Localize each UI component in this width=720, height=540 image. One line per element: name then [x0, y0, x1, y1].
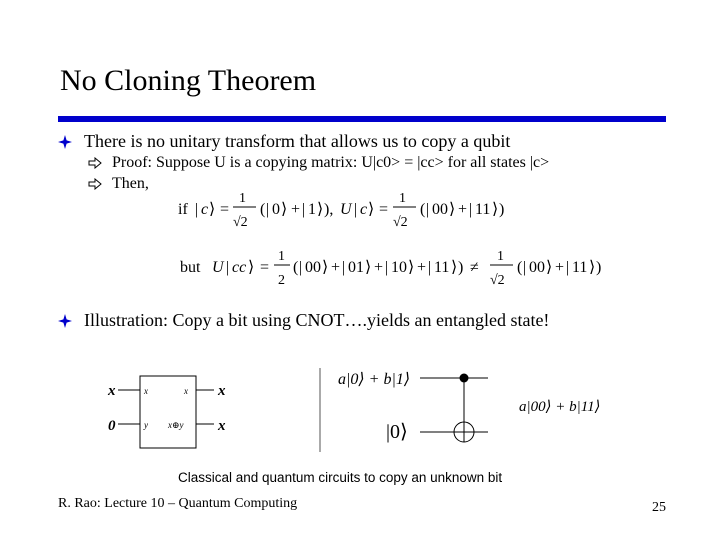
eq-cc: cc	[232, 259, 247, 276]
eq-frac1-den: √2	[233, 215, 248, 230]
eq-rparen-comma: ),	[324, 201, 334, 218]
equations	[170, 186, 650, 296]
eq-lparen: (	[517, 259, 523, 276]
slide-title: No Cloning Theorem	[60, 64, 317, 97]
figure-caption: Classical and quantum circuits to copy an unknown bit	[178, 470, 503, 485]
classical-output-top: x	[218, 383, 226, 399]
eq-rangle: ⟩	[365, 259, 372, 276]
eq-rangle: ⟩	[492, 201, 499, 218]
eq-rparen: )	[499, 201, 505, 218]
eq-frac3-den: √2	[490, 273, 505, 288]
eq-neq: ≠	[470, 259, 479, 276]
eq-rangle: ⟩	[322, 259, 329, 276]
eq-rangle: ⟩	[546, 259, 553, 276]
eq-frac1-num: 1	[239, 191, 246, 206]
eq-rangle: ⟩	[209, 201, 216, 218]
eq-plus: +	[331, 259, 341, 276]
eq-l2-ket10: 10	[391, 259, 407, 276]
eq-ket11: 11	[475, 201, 491, 218]
eq-rangle: ⟩	[589, 259, 596, 276]
title-underline	[58, 116, 666, 122]
eq-rangle: ⟩	[451, 259, 458, 276]
eq-plus: +	[458, 201, 468, 218]
eq-bar: |	[342, 259, 346, 276]
eq-l2-ket11: 11	[434, 259, 450, 276]
eq-u2: U	[212, 259, 224, 276]
eq-bar: |	[354, 201, 358, 218]
quantum-input-top: a|0⟩ + b|1⟩	[338, 371, 411, 388]
eq-rangle: ⟩	[317, 201, 324, 218]
eq-rangle: ⟩	[408, 259, 415, 276]
eq-if-label: if	[178, 201, 188, 218]
eq-bar: |	[523, 259, 527, 276]
eq-equals: =	[220, 201, 230, 218]
eq-bar: |	[385, 259, 389, 276]
eq-plus: +	[374, 259, 384, 276]
eq-rangle: ⟩	[368, 201, 375, 218]
eq-equals: =	[260, 259, 270, 276]
gate-top-out: x	[184, 386, 188, 396]
bullet-1	[58, 131, 510, 152]
page-number: 25	[652, 500, 666, 515]
eq-plus: +	[291, 201, 301, 218]
eq-lparen: (	[260, 201, 266, 218]
eq-bar: |	[428, 259, 432, 276]
classical-output-bottom: x	[218, 418, 226, 434]
bullet-2-text: Illustration: Copy a bit using CNOT….yields an entangled state!	[84, 310, 550, 330]
sub-bullet-then-text: Then,	[112, 175, 149, 192]
eq-ket1: 1	[308, 201, 316, 218]
eq-ket00: 00	[432, 201, 448, 218]
hollow-arrow-icon	[88, 157, 102, 169]
eq-lparen: (	[420, 201, 426, 218]
gate-top-in: x	[144, 386, 148, 396]
footer-text: R. Rao: Lecture 10 – Quantum Computing	[58, 496, 298, 511]
eq-rangle: ⟩	[248, 259, 255, 276]
sub-bullet-proof	[88, 154, 549, 172]
eq-plus: +	[555, 259, 565, 276]
eq-bar: |	[226, 259, 230, 276]
eq-half-num: 1	[278, 249, 285, 264]
classical-input-bottom: 0	[108, 418, 116, 434]
eq-bar: |	[469, 201, 473, 218]
eq-rangle: ⟩	[281, 201, 288, 218]
eq-bar: |	[302, 201, 306, 218]
eq-c: c	[201, 201, 209, 218]
gate-bottom-in: y	[144, 420, 148, 430]
quantum-output: a|00⟩ + b|11⟩	[519, 399, 601, 415]
eq-bar: |	[266, 201, 270, 218]
eq-rparen: )	[596, 259, 602, 276]
eq-plus: +	[417, 259, 427, 276]
eq-l2-ket00b: 00	[529, 259, 545, 276]
bullet-2	[58, 310, 549, 331]
eq-half-den: 2	[278, 273, 285, 288]
eq-equals: =	[379, 201, 389, 218]
gate-bottom-out: x⊕y	[168, 420, 184, 430]
quantum-circuit	[312, 362, 602, 462]
classical-input-top: x	[108, 383, 116, 399]
eq-but-label: but	[180, 259, 201, 276]
eq-bar: |	[299, 259, 303, 276]
classical-circuit	[100, 364, 250, 464]
eq-bar: |	[566, 259, 570, 276]
eq-ket0: 0	[272, 201, 280, 218]
eq-u: U	[340, 201, 352, 218]
quantum-input-bottom: |0⟩	[386, 421, 408, 443]
eq-c: c	[360, 201, 368, 218]
four-point-star-icon	[58, 135, 72, 149]
eq-l2-ket00: 00	[305, 259, 321, 276]
sub-bullet-then	[88, 175, 149, 193]
eq-bar: |	[426, 201, 430, 218]
eq-frac2-den: √2	[393, 215, 408, 230]
eq-bar: |	[195, 201, 199, 218]
eq-rparen: )	[458, 259, 464, 276]
four-point-star-icon	[58, 314, 72, 328]
eq-lparen: (	[293, 259, 299, 276]
eq-l2-ket01: 01	[348, 259, 364, 276]
eq-l2-ket11b: 11	[572, 259, 588, 276]
eq-rangle: ⟩	[449, 201, 456, 218]
sub-bullet-proof-text: Proof: Suppose U is a copying matrix: U|c0> = |cc> for all states |c>	[112, 154, 550, 171]
eq-frac3-num: 1	[497, 249, 504, 264]
eq-frac2-num: 1	[399, 191, 406, 206]
hollow-arrow-icon	[88, 178, 102, 190]
bullet-1-text: There is no unitary transform that allows us to copy a qubit	[84, 131, 511, 151]
